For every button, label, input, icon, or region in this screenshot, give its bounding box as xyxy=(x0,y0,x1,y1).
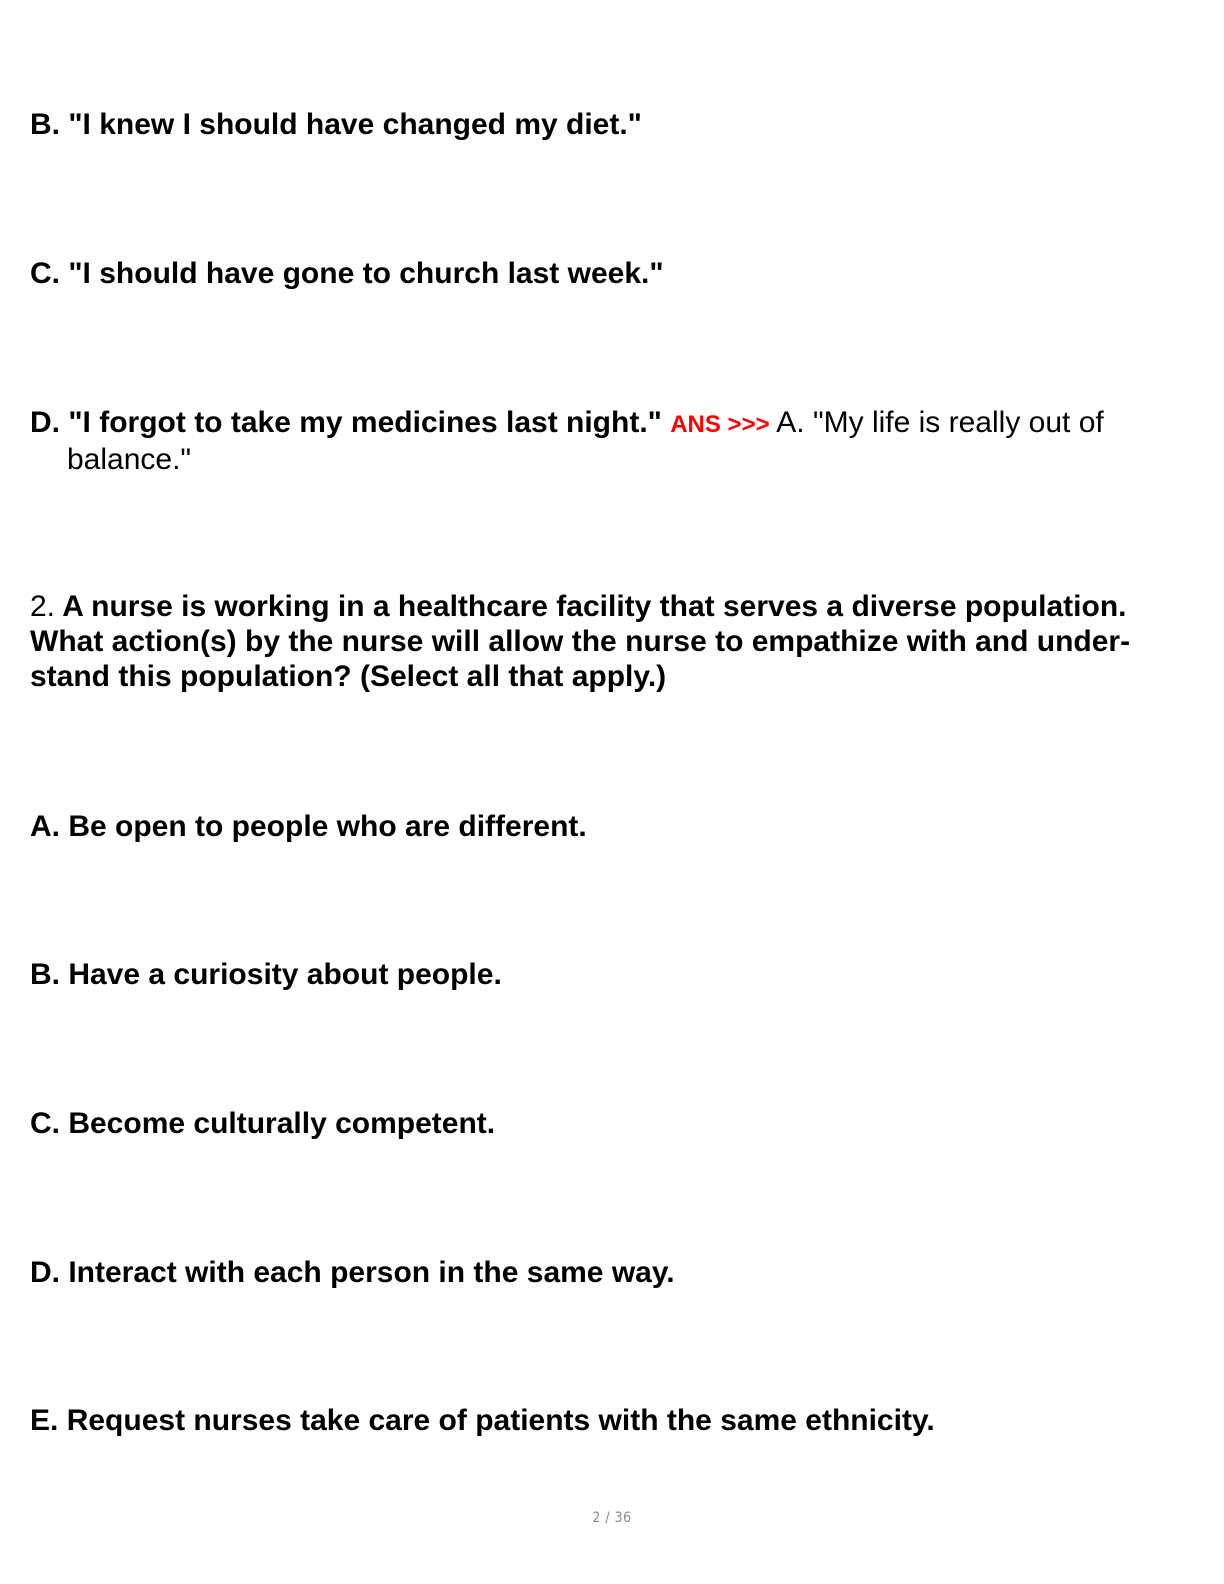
option-q2-e xyxy=(30,1403,1194,1438)
option-q2-d xyxy=(30,1255,1194,1290)
answer-marker: ANS >>> xyxy=(670,411,770,438)
option-q2-b xyxy=(30,957,1194,992)
option-text: Become culturally competent. xyxy=(60,1107,496,1140)
option-text: "I should have gone to church last week." xyxy=(60,257,664,290)
option-text: Have a curiosity about people. xyxy=(60,958,502,991)
option-letter: A. xyxy=(30,810,60,843)
option-q2-c xyxy=(30,1106,1194,1141)
option-letter: E. xyxy=(30,1404,59,1437)
option-q1-d-with-answer xyxy=(30,405,1194,477)
option-text: Be open to people who are different. xyxy=(60,810,587,843)
option-text: Request nurses take care of patients with the same ethnicity. xyxy=(58,1404,935,1437)
option-letter: B. xyxy=(30,108,60,141)
option-q2-a xyxy=(30,809,1194,844)
option-letter: B. xyxy=(30,958,60,991)
option-q1-c xyxy=(30,256,1194,291)
answer-text: A. "My life is really out of balance." xyxy=(67,406,1104,476)
option-letter: C. xyxy=(30,257,60,290)
option-text: "I forgot to take my medicines last night." xyxy=(60,406,662,439)
question-2 xyxy=(30,589,1194,694)
option-letter: C. xyxy=(30,1107,60,1140)
page-number: 2 / 36 xyxy=(592,1510,632,1526)
question-number: 2. xyxy=(30,590,56,623)
option-text: Interact with each person in the same way. xyxy=(60,1256,675,1289)
option-text: "I knew I should have changed my diet." xyxy=(60,108,642,141)
question-text: A nurse is working in a healthcare facility that serves a diverse population. What action(s) by the nurse will allow the nurse to empathize with and under- stand this population? (Select all that apply.) xyxy=(30,590,1131,693)
option-letter: D. xyxy=(30,1256,60,1289)
option-q1-b xyxy=(30,107,1194,142)
option-letter: D. xyxy=(30,406,60,439)
